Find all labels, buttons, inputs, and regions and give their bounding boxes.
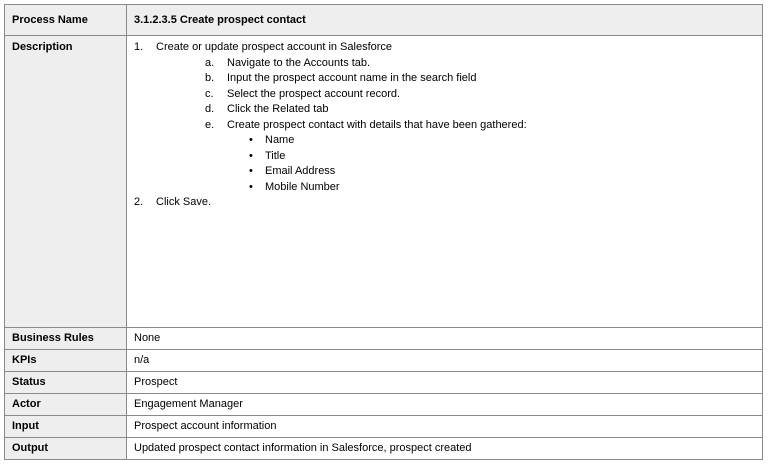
step-1 (134, 40, 755, 56)
process-name-value: 3.1.2.3.5 Create prospect contact (127, 5, 763, 36)
bullet-icon: • (249, 149, 253, 162)
substep-b-marker: b. (205, 72, 215, 85)
substep-a-marker: a. (205, 56, 215, 69)
substep-c-marker: c. (205, 87, 214, 100)
substep-d-text: Click the Related tab (227, 103, 329, 116)
input-label: Input (5, 415, 127, 437)
step-2-text: Click Save. (156, 196, 212, 209)
step-1-marker: 1. (134, 41, 144, 54)
bullet-mobile-text: Mobile Number (265, 180, 340, 193)
bullet-name-text: Name (265, 134, 295, 147)
output-value: Updated prospect contact information in Salesforce, prospect created (127, 437, 763, 459)
actor-label: Actor (5, 393, 127, 415)
substep-e-text: Create prospect contact with details that have been gathered: (227, 118, 527, 131)
bullet-icon: • (249, 134, 253, 147)
description-content (127, 36, 763, 328)
step-2 (134, 195, 755, 211)
input-value: Prospect account information (127, 415, 763, 437)
status-row (5, 371, 763, 393)
bullet-icon: • (249, 180, 253, 193)
substep-b (134, 71, 755, 87)
actor-row (5, 393, 763, 415)
status-label: Status (5, 371, 127, 393)
substep-a-text: Navigate to the Accounts tab. (227, 56, 371, 69)
substep-c-text: Select the prospect account record. (227, 87, 401, 100)
status-value: Prospect (127, 371, 763, 393)
bullet-name (134, 133, 755, 149)
process-name-label: Process Name (5, 5, 127, 36)
business-rules-label: Business Rules (5, 327, 127, 349)
substep-d-marker: d. (205, 103, 215, 116)
substep-b-text: Input the prospect account name in the search field (227, 72, 477, 85)
bullet-title-text: Title (265, 149, 286, 162)
kpis-row (5, 349, 763, 371)
business-rules-value: None (127, 327, 763, 349)
bullet-email (134, 164, 755, 180)
substep-a (134, 56, 755, 72)
bullet-email-text: Email Address (265, 165, 336, 178)
description-label: Description (5, 36, 127, 328)
substep-c (134, 87, 755, 103)
bullet-title (134, 149, 755, 165)
output-label: Output (5, 437, 127, 459)
output-row (5, 437, 763, 459)
kpis-value: n/a (127, 349, 763, 371)
input-row (5, 415, 763, 437)
bullet-icon: • (249, 165, 253, 178)
step-2-marker: 2. (134, 196, 144, 209)
business-rules-row (5, 327, 763, 349)
description-row (5, 36, 763, 328)
substep-d (134, 102, 755, 118)
substep-e (134, 118, 755, 134)
process-table (4, 4, 763, 460)
bullet-mobile (134, 180, 755, 196)
process-name-row (5, 5, 763, 36)
step-1-text: Create or update prospect account in Salesforce (156, 41, 393, 54)
substep-e-marker: e. (205, 118, 215, 131)
kpis-label: KPIs (5, 349, 127, 371)
actor-value: Engagement Manager (127, 393, 763, 415)
